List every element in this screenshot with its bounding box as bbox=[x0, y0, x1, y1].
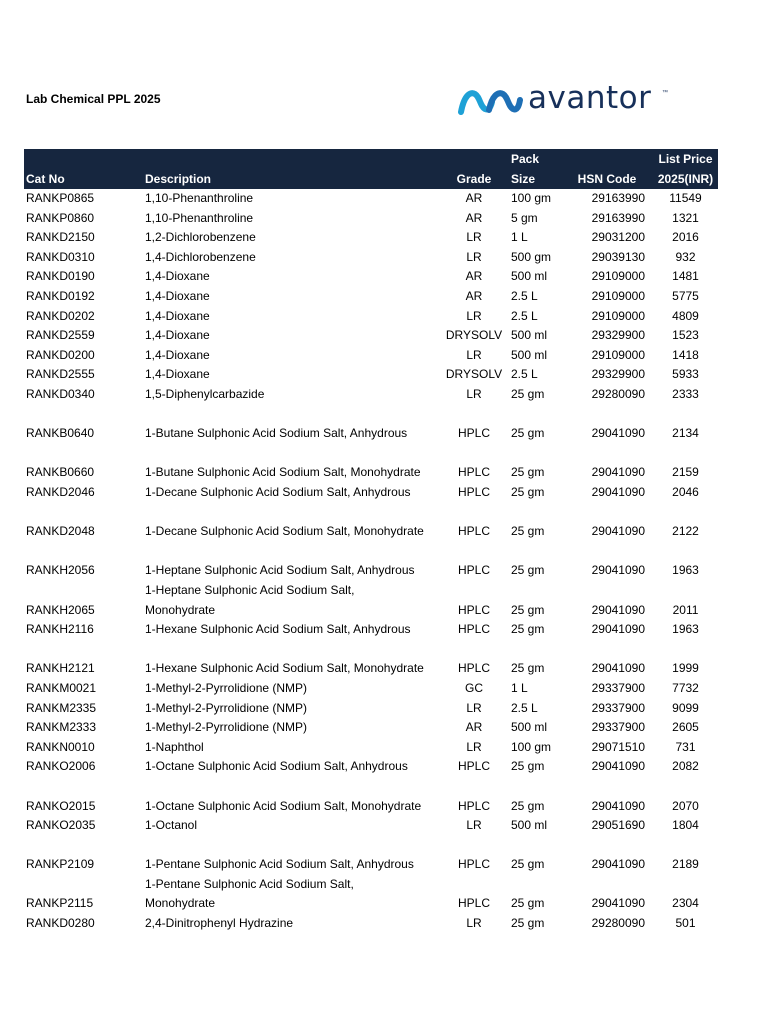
cat-no-cell: RANKB0640 bbox=[26, 426, 95, 441]
pack-size-cell: 25 gm bbox=[511, 387, 545, 402]
table-row bbox=[24, 483, 718, 503]
avantor-logo bbox=[458, 80, 673, 118]
cat-no-cell: RANKD0202 bbox=[26, 308, 95, 323]
grade-cell: HPLC bbox=[457, 524, 490, 539]
table-row bbox=[24, 307, 718, 327]
hsn-code-cell: 29280090 bbox=[591, 916, 645, 931]
description-cell: 1,4-Dioxane bbox=[145, 347, 210, 362]
table-row bbox=[24, 581, 718, 620]
table-row bbox=[24, 757, 718, 777]
grade-cell: HPLC bbox=[457, 563, 490, 578]
cat-no-cell: RANKH2116 bbox=[26, 622, 94, 637]
description-cell: 1,4-Dioxane bbox=[145, 269, 210, 284]
grade-cell: DRYSOLV bbox=[445, 367, 503, 382]
table-row bbox=[24, 620, 718, 640]
column-header-list-price bbox=[651, 149, 718, 189]
list-price-cell: 1418 bbox=[672, 347, 699, 362]
cat-no-cell: RANKD2555 bbox=[26, 367, 95, 382]
grade-cell: HPLC bbox=[457, 622, 490, 637]
pack-header-line1: Pack bbox=[511, 152, 540, 166]
list-price-cell: 731 bbox=[675, 739, 696, 754]
list-price-cell: 11549 bbox=[669, 191, 702, 206]
description-cell: 2,4-Dinitrophenyl Hydrazine bbox=[145, 916, 294, 931]
price-header-line2: 2025(INR) bbox=[657, 171, 714, 186]
grade-cell: HPLC bbox=[457, 759, 490, 774]
column-header-description: Description bbox=[145, 149, 441, 189]
table-row bbox=[24, 405, 718, 444]
hsn-code-cell: 29163990 bbox=[591, 210, 645, 225]
cat-no-cell: RANKN0010 bbox=[26, 739, 95, 754]
hsn-code-cell: 29041090 bbox=[591, 524, 645, 539]
hsn-code-cell: 29280090 bbox=[591, 387, 645, 402]
grade-cell: HPLC bbox=[457, 896, 490, 911]
description-cell: 1,2-Dichlorobenzene bbox=[145, 230, 256, 245]
table-row bbox=[24, 248, 718, 268]
description-cell: 1-Octane Sulphonic Acid Sodium Salt, Anhydrous bbox=[145, 759, 408, 774]
grade-cell: LR bbox=[466, 387, 482, 402]
table-row bbox=[24, 640, 718, 679]
list-price-cell: 1481 bbox=[672, 269, 699, 284]
description-cell: 1,4-Dichlorobenzene bbox=[145, 249, 256, 264]
pack-size-cell: 25 gm bbox=[511, 759, 545, 774]
grade-cell: LR bbox=[466, 739, 482, 754]
grade-cell: GC bbox=[465, 680, 483, 695]
grade-cell: HPLC bbox=[457, 602, 490, 617]
list-price-cell: 501 bbox=[675, 916, 696, 931]
pack-size-cell: 1 L bbox=[511, 680, 528, 695]
list-price-cell: 1963 bbox=[672, 622, 699, 637]
hsn-code-cell: 29051690 bbox=[591, 818, 645, 833]
description-cell: 1,4-Dioxane bbox=[145, 328, 210, 343]
description-cell: 1-Octanol bbox=[145, 818, 198, 833]
column-header-hsn-code: HSN Code bbox=[567, 149, 651, 189]
cat-no-cell: RANKO2035 bbox=[26, 818, 96, 833]
cat-no-cell: RANKO2006 bbox=[26, 759, 96, 774]
list-price-cell: 1804 bbox=[672, 818, 699, 833]
pack-size-cell: 25 gm bbox=[511, 896, 545, 911]
pack-size-cell: 500 ml bbox=[511, 269, 548, 284]
cat-no-cell: RANKH2056 bbox=[26, 563, 95, 578]
description-cell: 1,10-Phenanthroline bbox=[145, 191, 254, 206]
table-row bbox=[24, 836, 718, 875]
hsn-code-cell: 29041090 bbox=[591, 563, 645, 578]
cat-no-cell: RANKP2115 bbox=[26, 896, 94, 911]
table-row bbox=[24, 189, 718, 209]
grade-cell: HPLC bbox=[457, 798, 490, 813]
column-header-grade: Grade bbox=[441, 149, 505, 189]
list-price-cell: 2011 bbox=[672, 602, 699, 617]
description-cell: 1,4-Dioxane bbox=[145, 308, 210, 323]
list-price-cell: 1523 bbox=[672, 328, 699, 343]
pack-size-cell: 25 gm bbox=[511, 465, 545, 480]
cat-no-cell: RANKD2150 bbox=[26, 230, 95, 245]
pack-size-cell: 5 gm bbox=[511, 210, 538, 225]
cat-no-cell: RANKD0340 bbox=[26, 387, 95, 402]
pack-size-cell: 100 gm bbox=[511, 191, 552, 206]
pack-size-cell: 500 ml bbox=[511, 720, 548, 735]
pack-size-cell: 2.5 L bbox=[511, 308, 538, 323]
description-cell: 1-Naphthol bbox=[145, 739, 204, 754]
description-cell: 1-Methyl-2-Pyrrolidione (NMP) bbox=[145, 720, 308, 735]
list-price-cell: 2189 bbox=[672, 857, 699, 872]
grade-cell: HPLC bbox=[457, 426, 490, 441]
description-cell: 1-Octane Sulphonic Acid Sodium Salt, Monohydrate bbox=[145, 798, 422, 813]
cat-no-cell: RANKD0310 bbox=[26, 249, 95, 264]
grade-cell: AR bbox=[465, 210, 483, 225]
cat-no-cell: RANKD2048 bbox=[26, 524, 95, 539]
grade-cell: LR bbox=[466, 308, 482, 323]
pack-size-cell: 25 gm bbox=[511, 798, 545, 813]
table-row bbox=[24, 816, 718, 836]
table-row bbox=[24, 914, 718, 934]
pack-size-cell: 1 L bbox=[511, 230, 528, 245]
pack-size-cell: 2.5 L bbox=[511, 700, 538, 715]
table-row bbox=[24, 875, 718, 914]
hsn-code-cell: 29163990 bbox=[591, 191, 645, 206]
hsn-code-cell: 29337900 bbox=[591, 700, 645, 715]
grade-cell: HPLC bbox=[457, 661, 490, 676]
cat-no-cell: RANKM2333 bbox=[26, 720, 97, 735]
table-header-row bbox=[24, 149, 718, 189]
description-cell: 1-Hexane Sulphonic Acid Sodium Salt, Anhydrous bbox=[145, 622, 411, 637]
list-price-cell: 2046 bbox=[672, 485, 699, 499]
list-price-cell: 7732 bbox=[672, 680, 699, 695]
pack-header-line2: Size bbox=[511, 171, 536, 186]
cat-no-cell: RANKM2335 bbox=[26, 700, 97, 715]
table-row bbox=[24, 444, 718, 483]
table-row bbox=[24, 738, 718, 758]
hsn-code-cell: 29041090 bbox=[591, 661, 645, 676]
list-price-cell: 2016 bbox=[672, 230, 699, 245]
pack-size-cell: 100 gm bbox=[511, 739, 552, 754]
cat-no-cell: RANKD0192 bbox=[26, 289, 95, 304]
avantor-logo-mark-icon bbox=[458, 86, 524, 118]
table-row bbox=[24, 679, 718, 699]
table-row bbox=[24, 228, 718, 248]
column-header-pack-size bbox=[505, 149, 567, 189]
pack-size-cell: 25 gm bbox=[511, 661, 545, 676]
description-cell: 1-Butane Sulphonic Acid Sodium Salt, Monohydrate bbox=[145, 465, 421, 480]
list-price-cell: 4809 bbox=[672, 308, 699, 323]
hsn-code-cell: 29041090 bbox=[591, 798, 645, 813]
pack-size-cell: 25 gm bbox=[511, 426, 545, 441]
grade-cell: AR bbox=[465, 269, 483, 284]
list-price-cell: 2082 bbox=[672, 759, 699, 774]
price-header-line1: List Price bbox=[658, 152, 713, 166]
cat-no-cell: RANKP2109 bbox=[26, 857, 95, 872]
cat-no-cell: RANKP0860 bbox=[26, 210, 95, 225]
table-row bbox=[24, 542, 718, 581]
grade-cell: HPLC bbox=[457, 465, 490, 480]
description-cell: 1-Butane Sulphonic Acid Sodium Salt, Anhydrous bbox=[145, 426, 408, 441]
hsn-code-cell: 29109000 bbox=[591, 347, 645, 362]
list-price-cell: 2159 bbox=[672, 465, 699, 480]
description-cell: 1-Decane Sulphonic Acid Sodium Salt, Anhydrous bbox=[145, 485, 411, 499]
table-row bbox=[24, 365, 718, 385]
grade-cell: LR bbox=[466, 818, 482, 833]
grade-cell: AR bbox=[465, 191, 483, 206]
list-price-cell: 1999 bbox=[672, 661, 699, 676]
description-cell: 1,5-Diphenylcarbazide bbox=[145, 387, 265, 402]
description-cell: 1-Hexane Sulphonic Acid Sodium Salt, Monohydrate bbox=[145, 661, 424, 676]
list-price-cell: 1321 bbox=[672, 210, 699, 225]
pack-size-cell: 25 gm bbox=[511, 524, 545, 539]
description-cell: 1,10-Phenanthroline bbox=[145, 210, 254, 225]
table-row bbox=[24, 503, 718, 542]
description-cell: 1-Heptane Sulphonic Acid Sodium Salt, Anhydrous bbox=[145, 563, 415, 578]
table-row bbox=[24, 346, 718, 366]
pack-size-cell: 25 gm bbox=[511, 622, 545, 637]
grade-cell: LR bbox=[466, 916, 482, 931]
grade-cell: AR bbox=[465, 289, 483, 304]
cat-no-cell: RANKD0280 bbox=[26, 916, 95, 931]
description-cell: 1,4-Dioxane bbox=[145, 289, 210, 304]
cat-no-cell: RANKB0660 bbox=[26, 465, 95, 480]
grade-cell: LR bbox=[466, 347, 482, 362]
cat-no-cell: RANKH2121 bbox=[26, 661, 95, 676]
grade-cell: LR bbox=[466, 700, 482, 715]
hsn-code-cell: 29109000 bbox=[591, 308, 645, 323]
hsn-code-cell: 29041090 bbox=[591, 622, 645, 637]
list-price-cell: 932 bbox=[675, 249, 696, 264]
cat-no-cell: RANKP0865 bbox=[26, 191, 95, 206]
description-cell: 1-Methyl-2-Pyrrolidione (NMP) bbox=[145, 680, 308, 695]
description-cell: 1,4-Dioxane bbox=[145, 367, 210, 382]
pack-size-cell: 2.5 L bbox=[511, 367, 538, 382]
pack-size-cell: 500 ml bbox=[511, 328, 548, 343]
grade-cell: HPLC bbox=[457, 857, 490, 872]
table-row bbox=[24, 209, 718, 229]
hsn-code-cell: 29109000 bbox=[591, 269, 645, 284]
pack-size-cell: 500 ml bbox=[511, 347, 548, 362]
hsn-code-cell: 29039130 bbox=[591, 249, 645, 264]
hsn-code-cell: 29329900 bbox=[591, 367, 645, 382]
hsn-code-cell: 29041090 bbox=[591, 759, 645, 774]
grade-cell: AR bbox=[465, 720, 483, 735]
pack-size-cell: 25 gm bbox=[511, 563, 545, 578]
table-row bbox=[24, 267, 718, 287]
hsn-code-cell: 29041090 bbox=[591, 857, 645, 872]
column-header-cat-no: Cat No bbox=[24, 149, 145, 189]
description-cell: 1-Methyl-2-Pyrrolidione (NMP) bbox=[145, 700, 308, 715]
pack-size-cell: 2.5 L bbox=[511, 289, 538, 304]
cat-no-cell: RANKO2015 bbox=[26, 798, 96, 813]
hsn-code-cell: 29109000 bbox=[591, 289, 645, 304]
hsn-code-cell: 29031200 bbox=[591, 230, 645, 245]
pack-size-cell: 500 gm bbox=[511, 249, 552, 264]
table-row bbox=[24, 326, 718, 346]
list-price-cell: 2070 bbox=[672, 798, 699, 813]
table-row bbox=[24, 385, 718, 405]
cat-no-cell: RANKH2065 bbox=[26, 602, 95, 617]
pack-size-cell: 25 gm bbox=[511, 602, 545, 617]
hsn-code-cell: 29329900 bbox=[591, 328, 645, 343]
grade-cell: LR bbox=[466, 230, 482, 245]
cat-no-cell: RANKD2559 bbox=[26, 328, 95, 343]
description-cell: 1-Pentane Sulphonic Acid Sodium Salt, Monohydrate bbox=[145, 876, 354, 911]
table-row bbox=[24, 698, 718, 718]
trademark-symbol: ™ bbox=[662, 90, 668, 96]
hsn-code-cell: 29337900 bbox=[591, 720, 645, 735]
cat-no-cell: RANKD0190 bbox=[26, 269, 95, 284]
pack-size-cell: 25 gm bbox=[511, 916, 545, 931]
document-title: Lab Chemical PPL 2025 bbox=[26, 92, 161, 106]
list-price-cell: 2134 bbox=[672, 426, 699, 441]
hsn-code-cell: 29041090 bbox=[591, 485, 645, 499]
pack-size-cell: 25 gm bbox=[511, 857, 545, 872]
table-row bbox=[24, 287, 718, 307]
grade-cell: HPLC bbox=[457, 485, 490, 499]
grade-cell: LR bbox=[466, 249, 482, 264]
cat-no-cell: RANKD0200 bbox=[26, 347, 95, 362]
table-row bbox=[24, 777, 718, 816]
hsn-code-cell: 29041090 bbox=[591, 602, 645, 617]
pack-size-cell: 25 gm bbox=[511, 485, 545, 499]
list-price-cell: 5933 bbox=[672, 367, 699, 382]
table-body bbox=[24, 189, 718, 934]
cat-no-cell: RANKD2046 bbox=[26, 485, 95, 499]
brand-wordmark: avantor bbox=[528, 80, 652, 116]
list-price-cell: 2304 bbox=[672, 896, 699, 911]
list-price-cell: 9099 bbox=[672, 700, 699, 715]
list-price-cell: 2333 bbox=[672, 387, 699, 402]
hsn-code-cell: 29071510 bbox=[591, 739, 645, 754]
grade-cell: DRYSOLV bbox=[445, 328, 503, 343]
price-list-table bbox=[24, 149, 718, 934]
hsn-code-cell: 29041090 bbox=[591, 426, 645, 441]
table-row bbox=[24, 718, 718, 738]
description-cell: 1-Heptane Sulphonic Acid Sodium Salt, Monohydrate bbox=[145, 583, 355, 617]
description-cell: 1-Decane Sulphonic Acid Sodium Salt, Monohydrate bbox=[145, 524, 424, 539]
description-cell: 1-Pentane Sulphonic Acid Sodium Salt, Anhydrous bbox=[145, 857, 414, 872]
cat-no-cell: RANKM0021 bbox=[26, 680, 97, 695]
list-price-cell: 1963 bbox=[672, 563, 699, 578]
hsn-code-cell: 29337900 bbox=[591, 680, 645, 695]
hsn-code-cell: 29041090 bbox=[591, 465, 645, 480]
pack-size-cell: 500 ml bbox=[511, 818, 548, 833]
list-price-cell: 5775 bbox=[672, 289, 699, 304]
list-price-cell: 2605 bbox=[672, 720, 699, 735]
list-price-cell: 2122 bbox=[672, 524, 699, 539]
hsn-code-cell: 29041090 bbox=[591, 896, 645, 911]
